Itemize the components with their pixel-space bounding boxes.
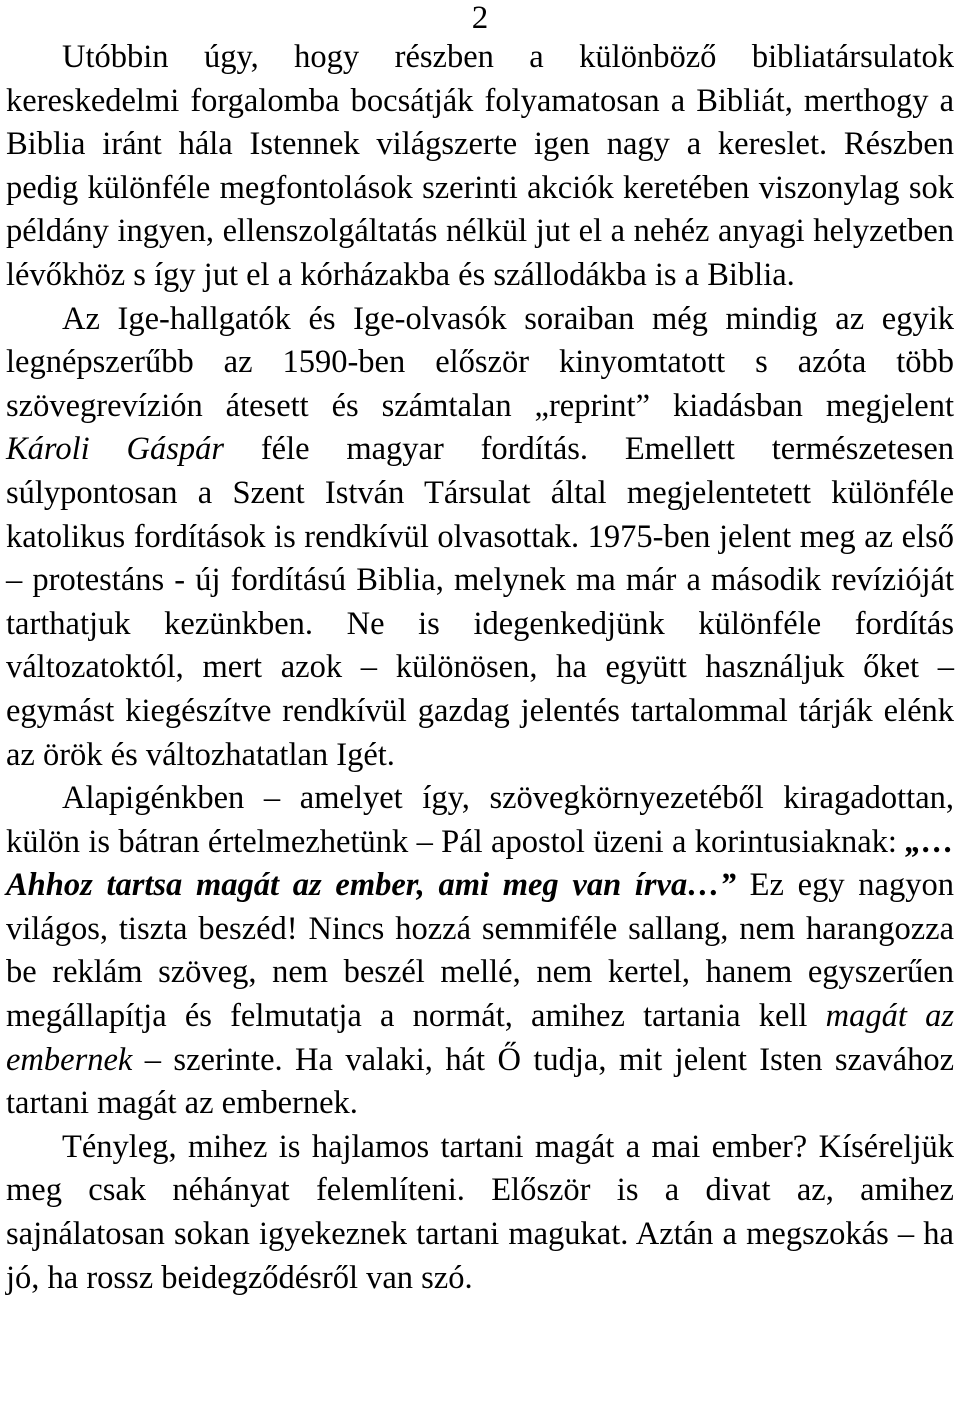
paragraph-1: Utóbbin úgy, hogy részben a különböző bibliatársulatok kereskedelmi forgalomba bocsátják folyamatosan a Bibliát, merthogy a Biblia iránt hála Istennek világszerte igen nagy a kereslet. Részben pedig különféle megfontolások szerinti akciók keretében viszonylag sok példány ingyen, ellenszolgáltatás nélkül jut el a nehéz anyagi helyzetben lévőkhöz s így jut el a kórházakba és szállodákba is a Biblia. (6, 39, 954, 293)
paragraph-3-text-b: Ez egy nagyon világos, tiszta beszéd! Nincs hozzá semmiféle sallang, nem harangozza be reklám szöveg, nem beszél mellé, nem kertel, hanem egyszerűen megállapítja és felmutatja a normát, amihez tartania kell (6, 867, 954, 1035)
scripture-quote: „…Ahhoz tartsa magát az ember, ami meg van írva…” (6, 823, 954, 904)
body-text (6, 36, 954, 1300)
paragraph-3-text-c: – szerinte. Ha valaki, hát Ő tudja, mit jelent Isten szavához tartani magát az embernek. (6, 1041, 954, 1122)
paragraph-3-italic: magát az embernek (6, 998, 955, 1078)
paragraph-4: Tényleg, mihez is hajlamos tartani magát a mai ember? Kíséreljük meg csak néhányat felemlíteni. Először is a divat az, amihez sajnálatosan sokan igyekeznek tartani magukat. Aztán a megszokás – ha jó, ha rossz beidegződésről van szó. (6, 1128, 954, 1296)
paragraph-3-text-a: Alapigénkben – amelyet így, szövegkörnyezetéből kiragadottan, külön is bátran értelmezhetünk – Pál apostol üzeni a korintusiaknak: (6, 780, 954, 860)
paragraph-2-text-a: Az Ige-hallgatók és Ige-olvasók soraiban még mindig az egyik legnépszerűbb az 1590-ben először kinyomtatott s azóta több szövegrevízión átesett és számtalan „reprint” kiadásban megjelent (6, 300, 954, 424)
paragraph-2-text-b: féle magyar fordítás. Emellett természetesen súlypontosan a Szent István Társulat által megjelentetett különféle katolikus fordítások is rendkívül olvasottak. 1975-ben jelent meg az első – protestáns - új fordítású Biblia, melynek ma már a második revízióját tarthatjuk kezünkben. Ne is idegenkedjünk különféle fordítás változatoktól, mert azok – különösen, ha együtt használjuk őket – egymást kiegészítve rendkívül gazdag jelentés tartalommal tárják elénk az örök és változhatatlan Igét. (6, 431, 954, 773)
page-number: 2 (471, 0, 489, 36)
paragraph-3 (6, 777, 954, 1126)
translator-name-italic: Károli Gáspár (6, 431, 225, 468)
paragraph-2 (6, 298, 954, 778)
